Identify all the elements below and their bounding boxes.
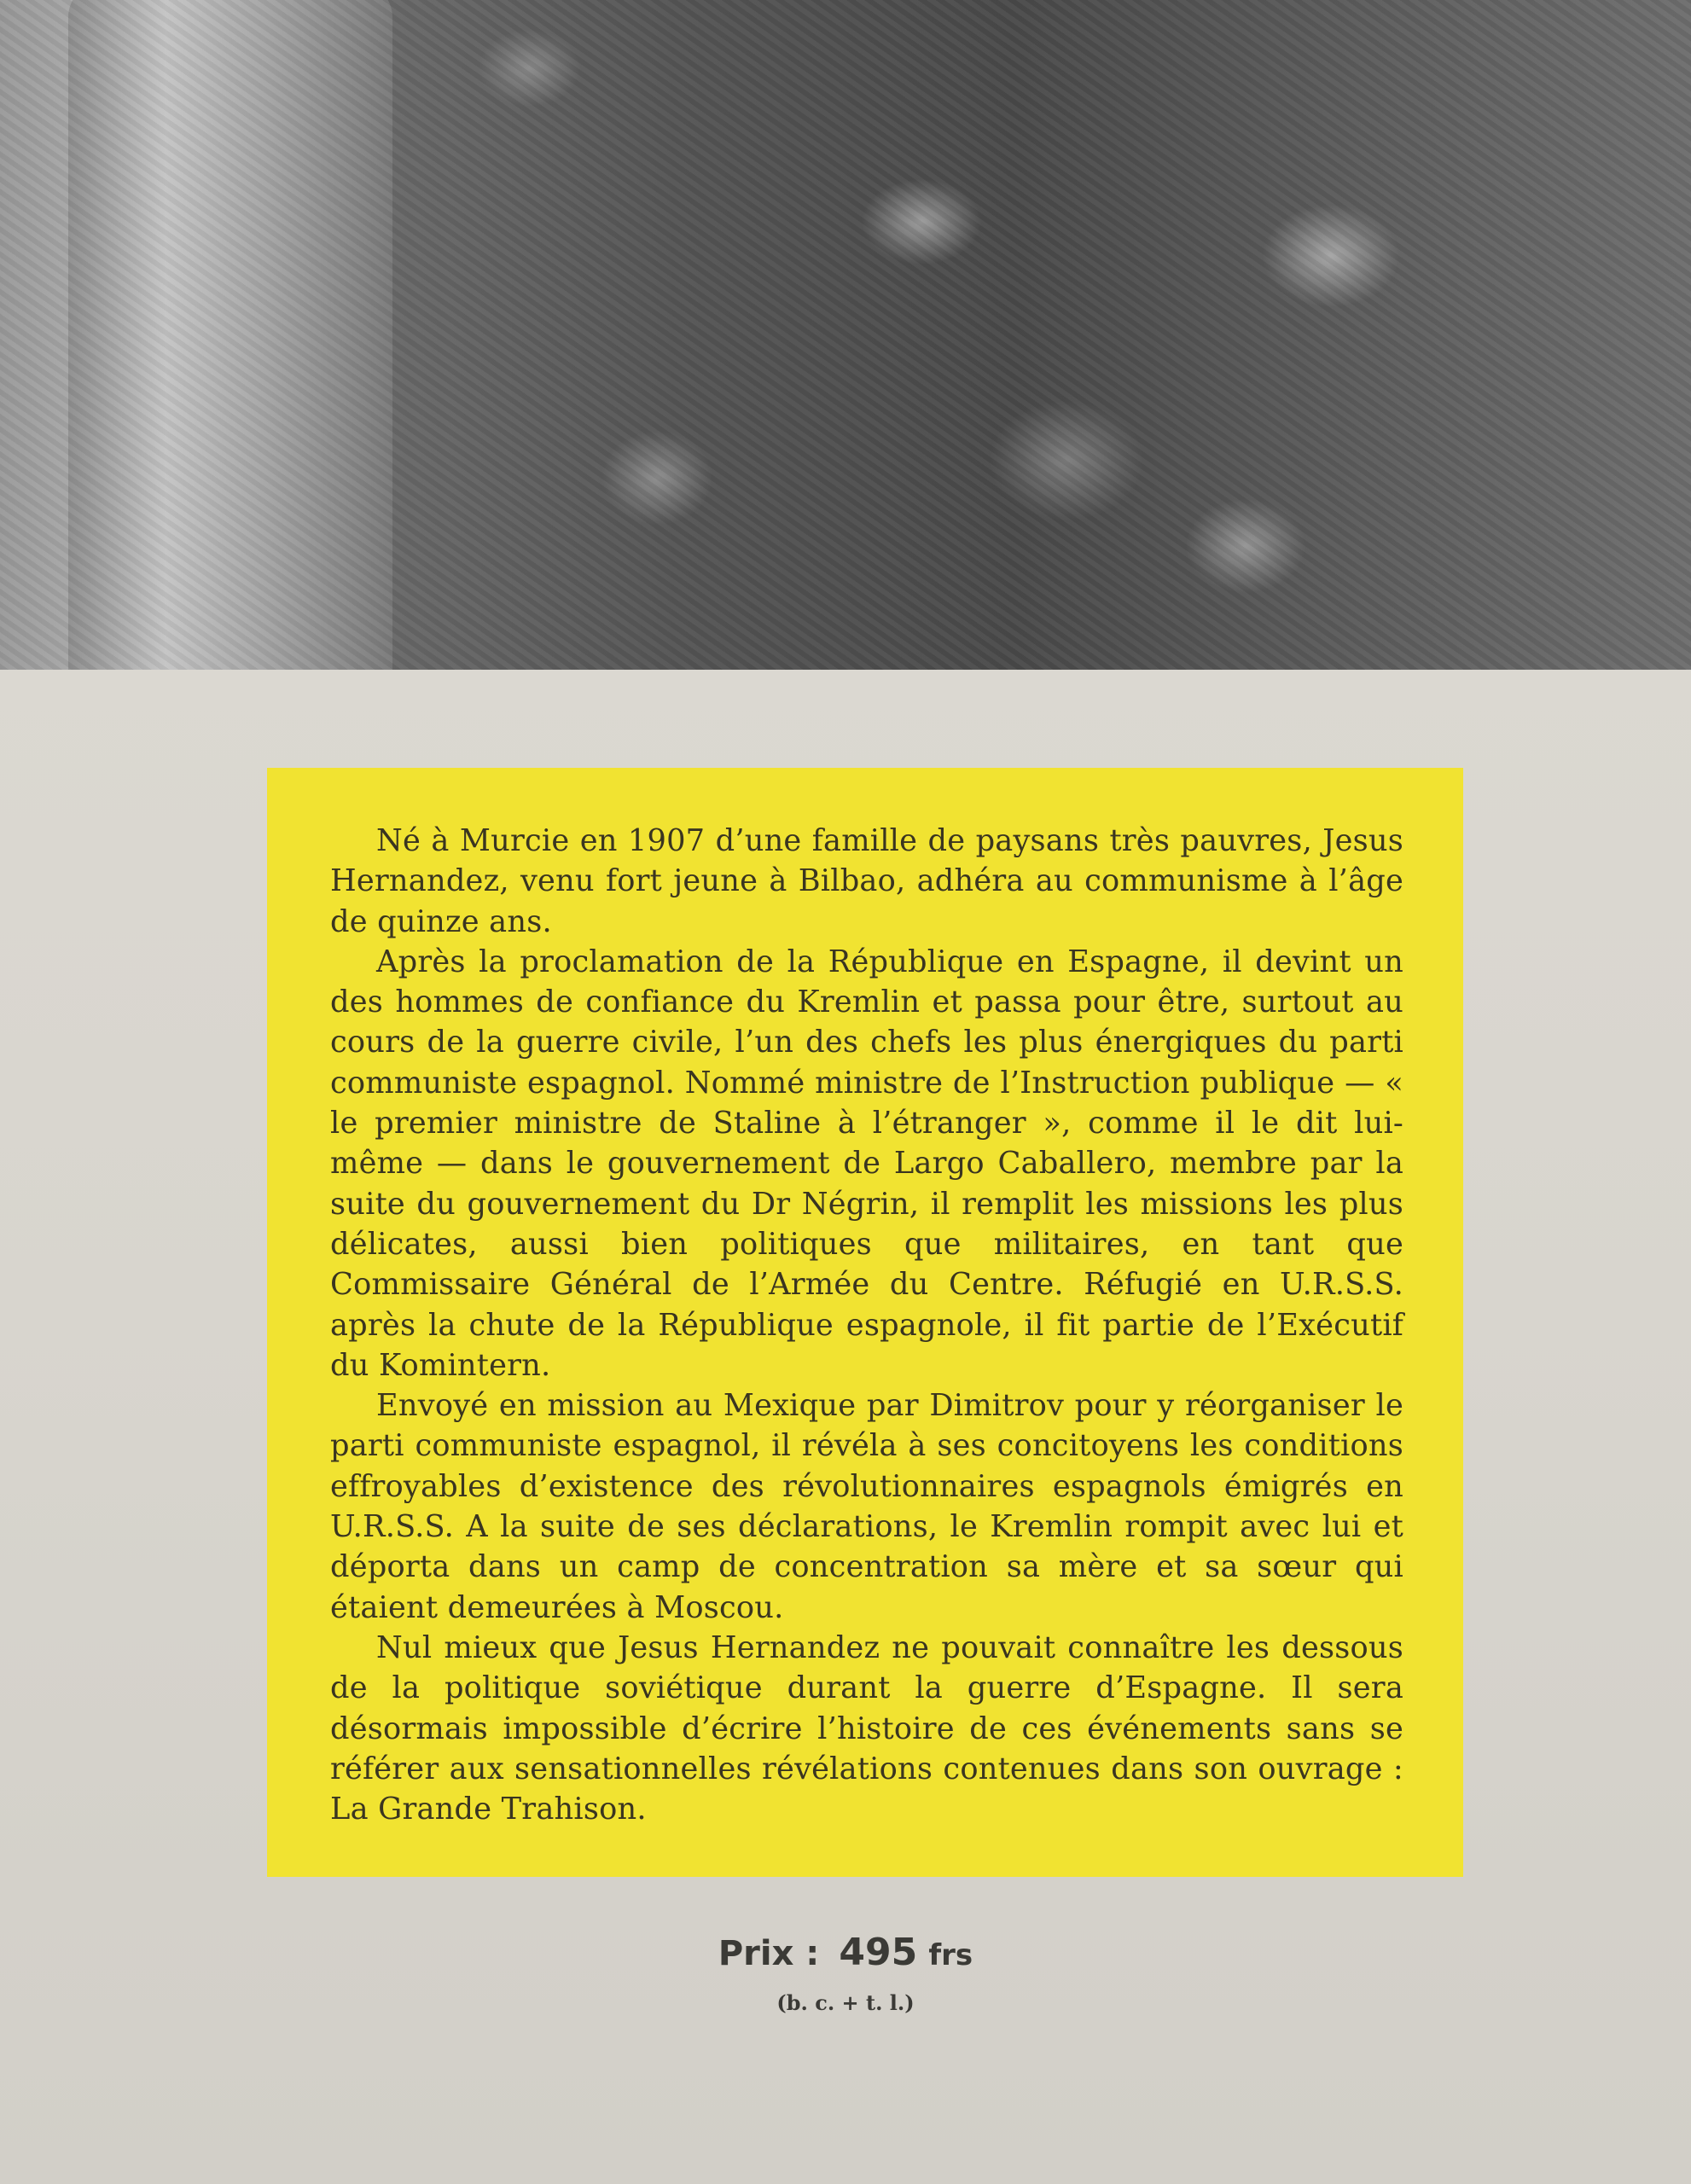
price-line (0, 1931, 1691, 1974)
crowd-photo (0, 0, 1691, 670)
price-label: Prix : (718, 1934, 820, 1973)
photo-texture (0, 0, 1691, 670)
blurb-paragraph-1: Né à Murcie en 1907 d’une famille de paysans très pauvres, Jesus Hernandez, venu fort jeune à Bilbao, adhéra au communisme à l’âge de quinze ans. (330, 823, 1403, 939)
price-value: 495 (839, 1931, 918, 1974)
price-unit: frs (928, 1938, 973, 1972)
blurb-box (267, 768, 1463, 1877)
blurb-paragraph-2: Après la proclamation de la République en Espagne, il devint un des hommes de confiance du Kremlin et passa pour être, surtout au cours de la guerre civile, l’un des chefs les plus énergiques du parti communiste espagnol. Nommé ministre de l’Instruction publique — « le premier ministre de Staline à l’étranger », comme il le dit lui-même — dans le gouvernement de Largo Caballero, membre par la suite du gouvernement du Dr Négrin, il remplit les missions les plus délicates, aussi bien politiques que militaires, en tant que Commissaire Général de l’Armée du Centre. Réfugié en U.R.S.S. après la chute de la République espagnole, il fit partie de l’Exécutif du Komintern. (330, 944, 1403, 1383)
blurb-paragraph-4: Nul mieux que Jesus Hernandez ne pouvait connaître les dessous de la politique soviétique durant la guerre d’Espagne. Il sera désormais impossible d’écrire l’histoire de ces événements sans se référer aux sensationnelles révélations contenues dans son ouvrage : La Grande Trahison. (330, 1629, 1403, 1827)
blurb-paragraph-3: Envoyé en mission au Mexique par Dimitrov pour y réorganiser le parti communiste espagnol, il révéla à ses concitoyens les conditions effroyables d’existence des révolutionnaires espagnols émigrés en U.R.S.S. A la suite de ses déclarations, le Kremlin rompit avec lui et déporta dans un camp de concentration sa mère et sa sœur qui étaient demeurées à Moscou. (330, 1388, 1403, 1625)
tax-note: (b. c. + t. l.) (776, 1990, 915, 2015)
